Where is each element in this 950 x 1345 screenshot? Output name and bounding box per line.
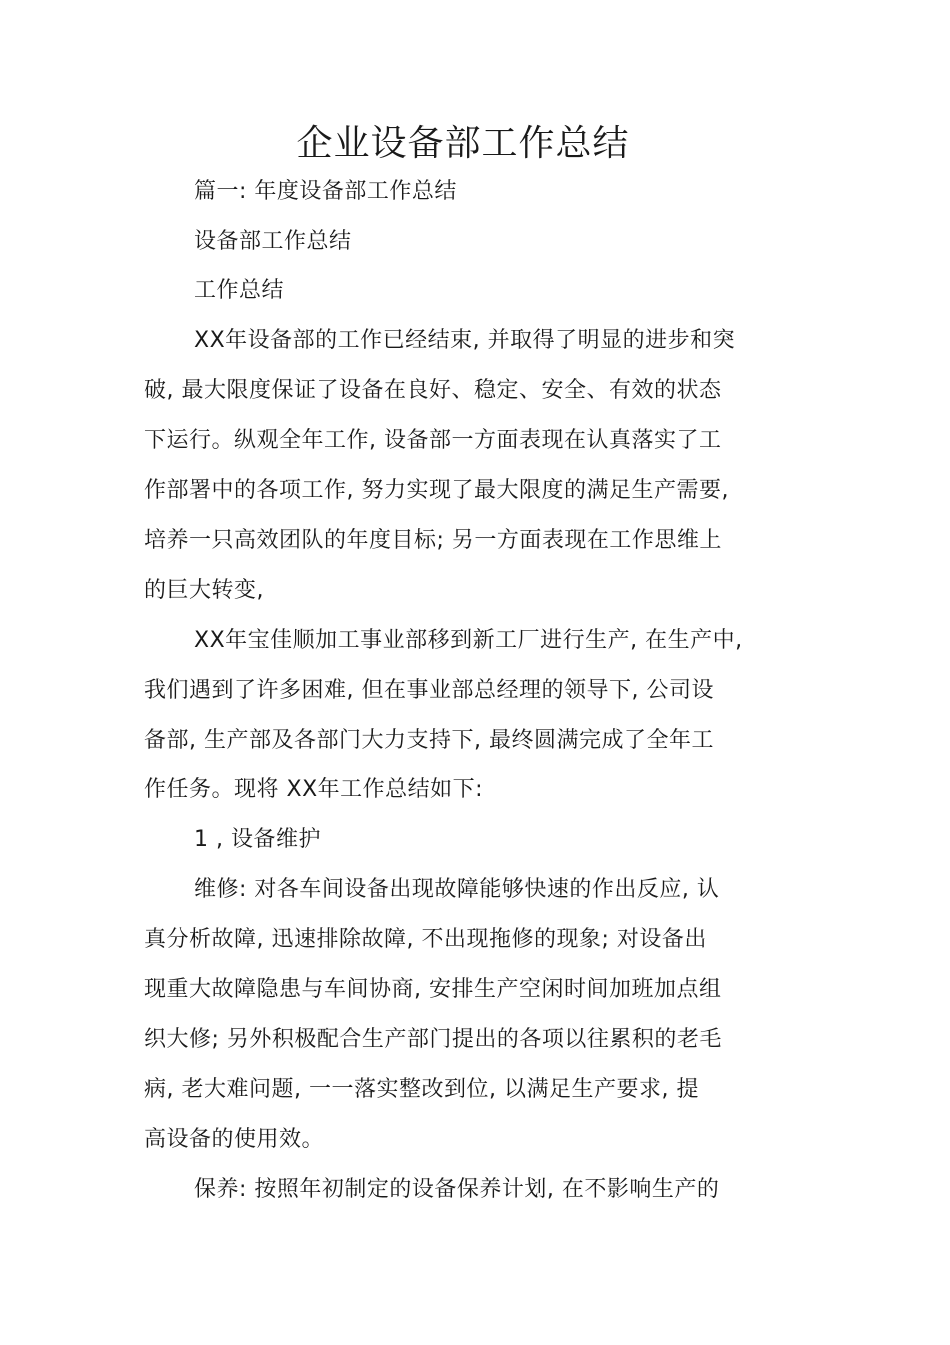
doc-line: 工作总结 [194, 278, 285, 303]
doc-line: 维修: 对各车间设备出现故障能够快速的作出反应, 认 [194, 877, 720, 902]
doc-line: 下运行。纵观全年工作, 设备部一方面表现在认真落实了工 [144, 428, 722, 453]
doc-line: 破, 最大限度保证了设备在良好、稳定、安全、有效的状态 [144, 378, 722, 403]
doc-line: 设备部工作总结 [194, 229, 352, 254]
doc-line: 高设备的使用效。 [144, 1127, 325, 1152]
doc-line: 真分析故障, 迅速排除故障, 不出现拖修的现象; 对设备出 [144, 927, 707, 952]
doc-line: XX年设备部的工作已经结束, 并取得了明显的进步和突 [194, 328, 736, 353]
doc-line: 备部, 生产部及各部门大力支持下, 最终圆满完成了全年工 [144, 728, 714, 753]
doc-line: 保养: 按照年初制定的设备保养计划, 在不影响生产的 [194, 1177, 720, 1202]
doc-line: 我们遇到了许多困难, 但在事业部总经理的领导下, 公司设 [144, 678, 714, 703]
doc-line: 1 , 设备维护 [194, 827, 321, 852]
doc-line: 病, 老大难问题, 一一落实整改到位, 以满足生产要求, 提 [144, 1077, 699, 1102]
doc-line: 作部署中的各项工作, 努力实现了最大限度的满足生产需要, [144, 478, 729, 503]
doc-line: 的巨大转变, [144, 578, 264, 603]
document-title: 企业设备部工作总结 [296, 123, 630, 164]
doc-line: 培养一只高效团队的年度目标; 另一方面表现在工作思维上 [144, 528, 722, 553]
doc-line: 现重大故障隐患与车间协商, 安排生产空闲时间加班加点组 [144, 977, 722, 1002]
doc-line: 作任务。现将 XX年工作总结如下: [144, 777, 484, 802]
doc-line: 篇一: 年度设备部工作总结 [194, 179, 457, 204]
doc-line: XX年宝佳顺加工事业部移到新工厂进行生产, 在生产中, [194, 628, 743, 653]
doc-line: 织大修; 另外积极配合生产部门提出的各项以往累积的老毛 [144, 1027, 722, 1052]
